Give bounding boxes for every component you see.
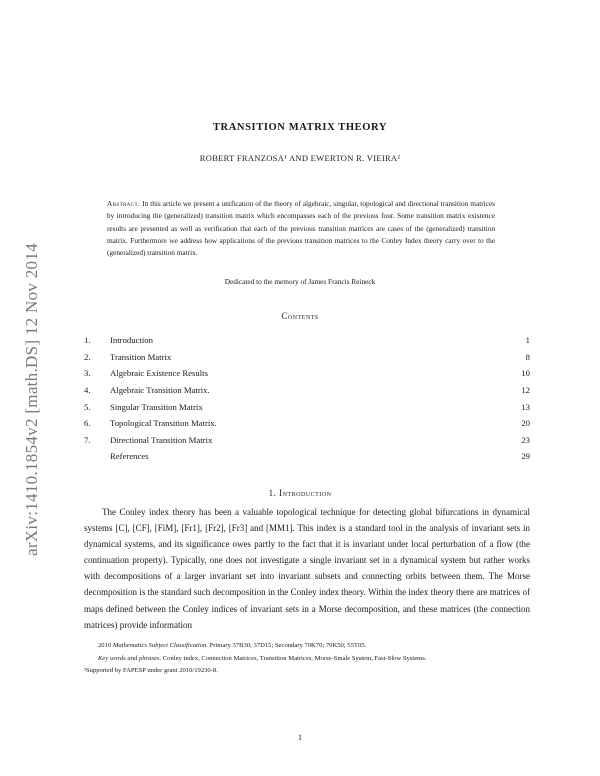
toc-title: Introduction bbox=[110, 335, 153, 346]
toc-title: Singular Transition Matrix bbox=[110, 401, 203, 412]
toc-page: 20 bbox=[521, 418, 530, 429]
toc-title: Algebraic Existence Results bbox=[110, 368, 208, 379]
toc-page: 8 bbox=[525, 351, 530, 362]
toc-page: 12 bbox=[521, 385, 530, 396]
abstract bbox=[107, 198, 495, 259]
toc-number: 6. bbox=[84, 418, 91, 429]
toc-title: Algebraic Transition Matrix. bbox=[110, 385, 210, 396]
toc-number: 2. bbox=[84, 351, 91, 362]
section-heading: 1. Introduction bbox=[268, 488, 332, 498]
msc-prefix: 2010 bbox=[98, 642, 113, 649]
toc-title: Topological Transition Matrix. bbox=[110, 418, 217, 429]
toc-page: 1 bbox=[525, 335, 530, 346]
keywords-label: Key words and phrases. bbox=[98, 654, 162, 662]
toc-item[interactable] bbox=[84, 365, 530, 382]
toc-number: 4. bbox=[84, 385, 91, 396]
toc-item[interactable] bbox=[84, 432, 530, 449]
abstract-text: In this article we present a unification of the theory of algebraic, singular, topological and directional transition matrices by introducing the (generalized) transition matrix which encompasses each of the previous four. Some transition matrix existence results are presented as well as verification that each of the previous transition matrices are cases of the (generalized) transition matrix. Furthermore we address how applications of the previous transition matrices to the Conley Index theory carry over to the (generalized) transition matrix. bbox=[107, 199, 495, 258]
footnote-msc bbox=[84, 640, 530, 653]
footnotes bbox=[84, 640, 530, 678]
intro-paragraph: The Conley index theory has been a valuable topological technique for detecting global bifurcations in dynamical systems [C], [CF], [FiM], [Fr1], [Fr2], [Fr3] and [MM1]. This index is a standard tool in the analysis of invariant sets in dynamical systems, and its significance owes partly to the fact that it is invariant under local perturbation of a flow (the continuation property). Typically, one does not investigate a single invariant set in a dynamical system but rather works with decompositions of a larger invariant set into invariant subsets and connecting orbits between them. The Morse decomposition is the standard such decomposition in the Conley index theory. Within the index theory there are matrices of maps defined between the Conley indices of invariant sets in a Morse decomposition, and these matrices (the connection matrices) provide information bbox=[84, 507, 530, 630]
table-of-contents bbox=[84, 332, 530, 465]
toc-item[interactable] bbox=[84, 398, 530, 415]
toc-title: Transition Matrix bbox=[110, 351, 172, 362]
abstract-label: Abstract. bbox=[107, 199, 141, 208]
toc-title: Directional Transition Matrix bbox=[110, 434, 213, 445]
paper-title: TRANSITION MATRIX THEORY bbox=[212, 122, 388, 133]
toc-number: 5. bbox=[84, 401, 91, 412]
introduction-body bbox=[84, 504, 530, 633]
toc-title: References bbox=[110, 451, 149, 462]
toc-page: 10 bbox=[521, 368, 530, 379]
toc-number: 3. bbox=[84, 368, 91, 379]
page-number: 1 bbox=[298, 733, 302, 742]
toc-page: 29 bbox=[521, 451, 530, 462]
footnote-support: ²Supported by FAPESP under grant 2010/19230-8. bbox=[84, 667, 218, 675]
toc-item[interactable] bbox=[84, 332, 530, 349]
toc-page: 23 bbox=[521, 434, 530, 445]
msc-label: Mathematics Subject Classification. bbox=[112, 642, 208, 649]
toc-number: 1. bbox=[84, 335, 91, 346]
toc-item[interactable] bbox=[84, 382, 530, 399]
authors: ROBERT FRANZOSA¹ AND EWERTON R. VIEIRA² bbox=[199, 153, 401, 163]
contents-heading: Contents bbox=[281, 311, 319, 321]
toc-page: 13 bbox=[521, 401, 530, 412]
msc-text: Primary 37B30; 37D15; Secondary 70K70; 70K50; 55T05. bbox=[207, 642, 367, 649]
keywords-text: Conley index, Connection Matrices, Transition Matrices, Morse-Smale System, Fast-Slow Systems. bbox=[161, 654, 427, 662]
toc-item[interactable] bbox=[84, 415, 530, 432]
toc-number: 7. bbox=[84, 434, 91, 445]
toc-item[interactable] bbox=[84, 448, 530, 465]
arxiv-identifier: arXiv:1410.1854v2 [math.DS] 12 Nov 2014 bbox=[22, 243, 41, 556]
footnote-keywords bbox=[84, 653, 530, 666]
toc-item[interactable] bbox=[84, 349, 530, 366]
dedication: Dedicated to the memory of James Francis Reineck bbox=[224, 277, 376, 286]
